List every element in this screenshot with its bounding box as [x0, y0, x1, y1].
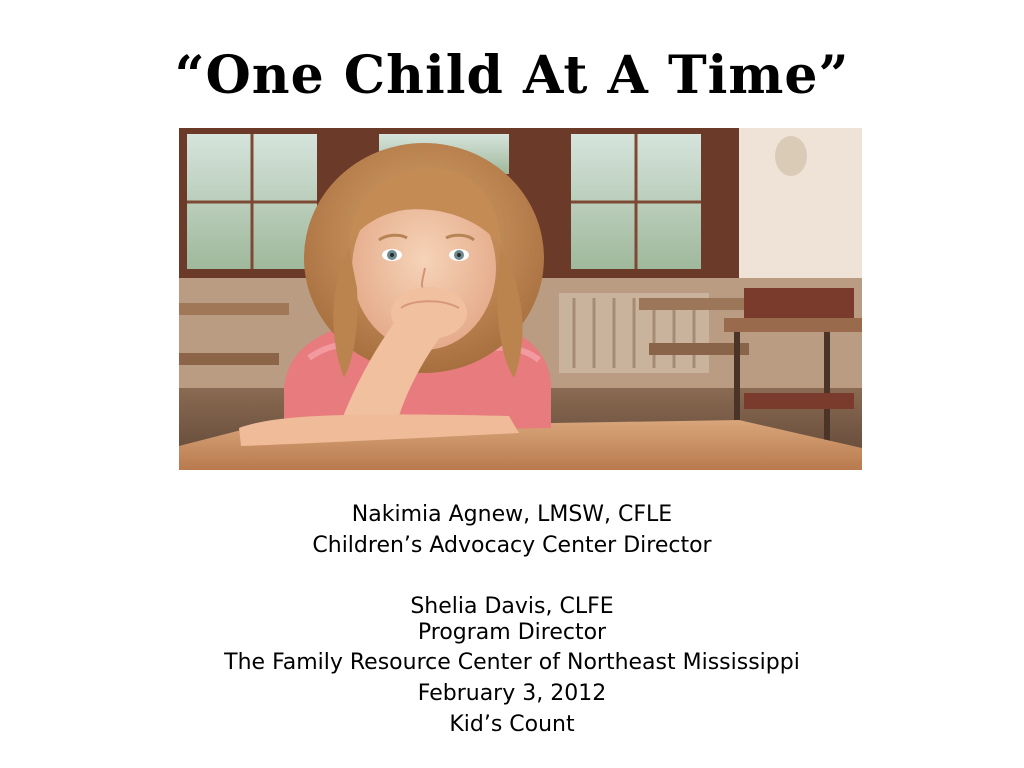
- child-at-desk-photo: [179, 128, 862, 470]
- presenter2-role: Program Director: [417, 620, 607, 645]
- slide-title: “One Child At A Time”: [174, 45, 850, 106]
- presenter1-role: Children’s Advocacy Center Director: [312, 533, 712, 558]
- organization-name: The Family Resource Center of Northeast Mississippi: [224, 650, 800, 675]
- presenter1-name: Nakimia Agnew, LMSW, CFLE: [351, 502, 673, 527]
- presenter2-name: Shelia Davis, CLFE: [410, 594, 614, 619]
- presentation-date: February 3, 2012: [417, 681, 607, 706]
- event-name: Kid’s Count: [449, 712, 575, 737]
